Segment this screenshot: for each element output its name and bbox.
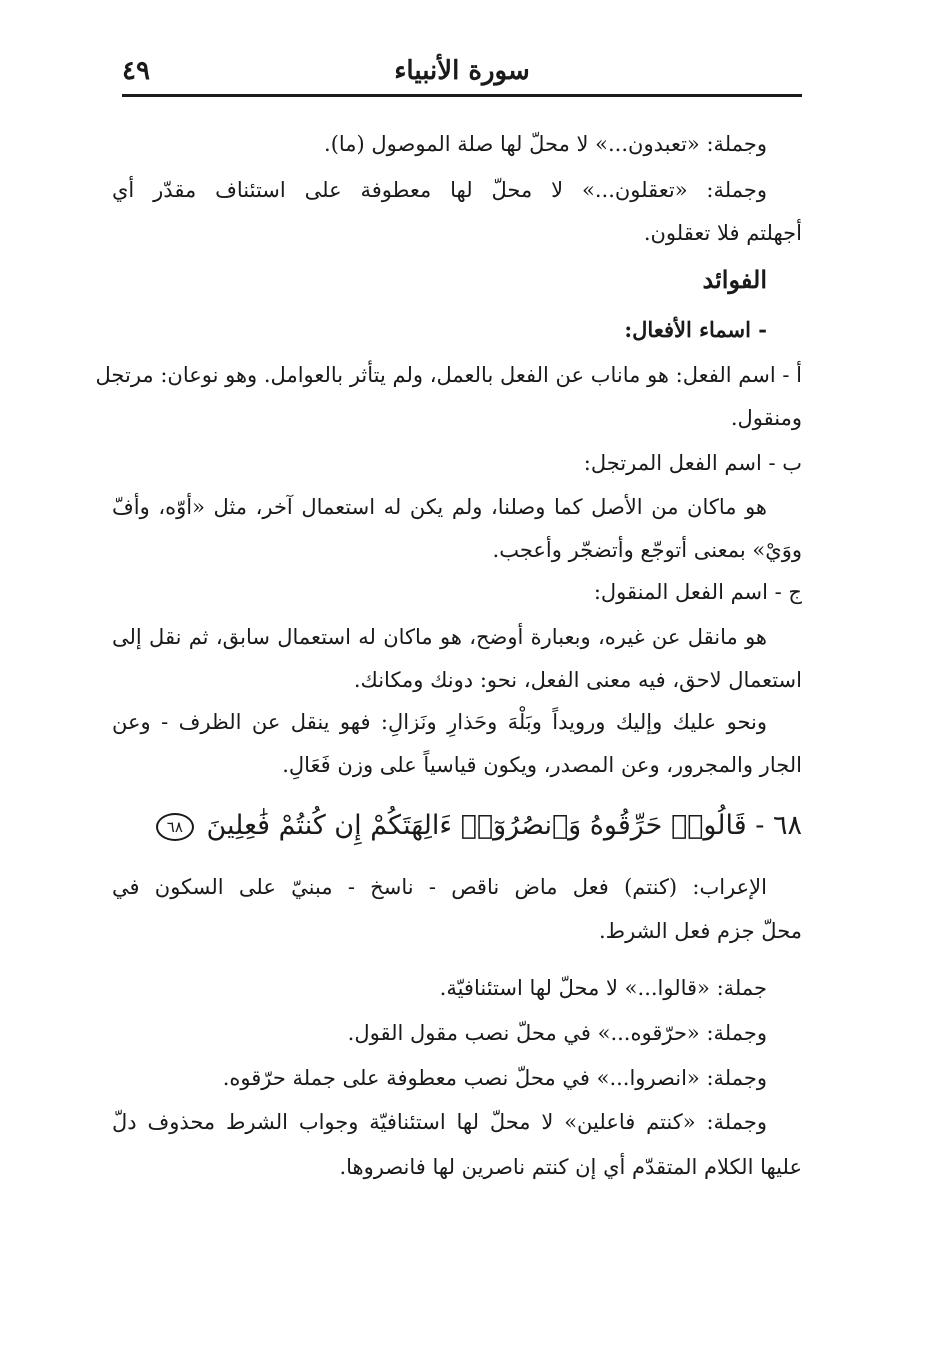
ayah-end-mark: ٦٨ [156, 813, 194, 841]
subheading: - اسماء الأفعال: [624, 317, 767, 342]
text-line: وجملة: «تعقلون...» لا محلّ لها معطوفة على استئناف مقدّر أي [112, 178, 767, 202]
page-header [122, 52, 802, 97]
verse-number: ٦٨ - [755, 810, 802, 841]
quran-verse [166, 806, 802, 846]
text-line: وجملة: «كنتم فاعلين» لا محلّ لها استئنافيّة وجواب الشرط محذوف دلّ [112, 1110, 767, 1134]
text-line: محلّ جزم فعل الشرط. [598, 919, 802, 943]
text-line: وجملة: «حرّقوه...» في محلّ نصب مقول القول. [347, 1021, 767, 1045]
text-line: أ - اسم الفعل: هو ماناب عن الفعل بالعمل، ولم يتأثر بالعوامل. وهو نوعان: مرتجل [95, 363, 802, 387]
subheading: ج - اسم الفعل المنقول: [593, 580, 802, 604]
irab-line: الإعراب: (كنتم) فعل ماض ناقص - ناسخ - مبنيّ على السكون في [112, 875, 767, 899]
text-line: هو ماكان من الأصل كما وصلنا، ولم يكن له استعمال آخر، مثل «أوّه، وأفّ [112, 495, 767, 519]
text-line: هو مانقل عن غيره، وبعبارة أوضح، هو ماكان له استعمال سابق، ثم نقل إلى [112, 625, 767, 649]
text-line: ومنقول. [730, 406, 802, 430]
text-line: جملة: «قالوا...» لا محلّ لها استئنافيّة. [439, 976, 767, 1000]
section-heading: الفوائد [702, 265, 767, 294]
surah-title: سورة الأنبياء [394, 56, 530, 86]
text-line: استعمال لاحق، فيه معنى الفعل، نحو: دونك ومكانك. [353, 668, 802, 692]
page-number: ٤٩ [122, 56, 150, 86]
text-line: وجملة: «انصروا...» في محلّ نصب معطوفة على جملة حرّقوه. [222, 1066, 767, 1090]
text-line: أجهلتم فلا تعقلون. [643, 221, 802, 245]
text-line: الجار والمجرور، وعن المصدر، ويكون قياسياً على وزن فَعَالِ. [282, 753, 802, 777]
text-line: ونحو عليك وإليك ورويداً وبَلْهَ وحَذارِ ونَزالِ: فهو ينقل عن الظرف - وعن [112, 710, 767, 734]
verse-text: قَالُوا۟ حَرِّقُوهُ وَٱنصُرُوٓا۟ ءَالِهَتَكُمْ إِن كُنتُمْ فَٰعِلِينَ [206, 810, 747, 841]
text-line: وجملة: «تعبدون...» لا محلّ لها صلة الموصول (ما). [324, 132, 767, 156]
text-line: ووَيْ» بمعنى أتوجّع وأتضجّر وأعجب. [492, 538, 802, 562]
text-line: عليها الكلام المتقدّم أي إن كنتم ناصرين لها فانصروها. [339, 1155, 802, 1179]
subheading: ب - اسم الفعل المرتجل: [583, 451, 802, 475]
